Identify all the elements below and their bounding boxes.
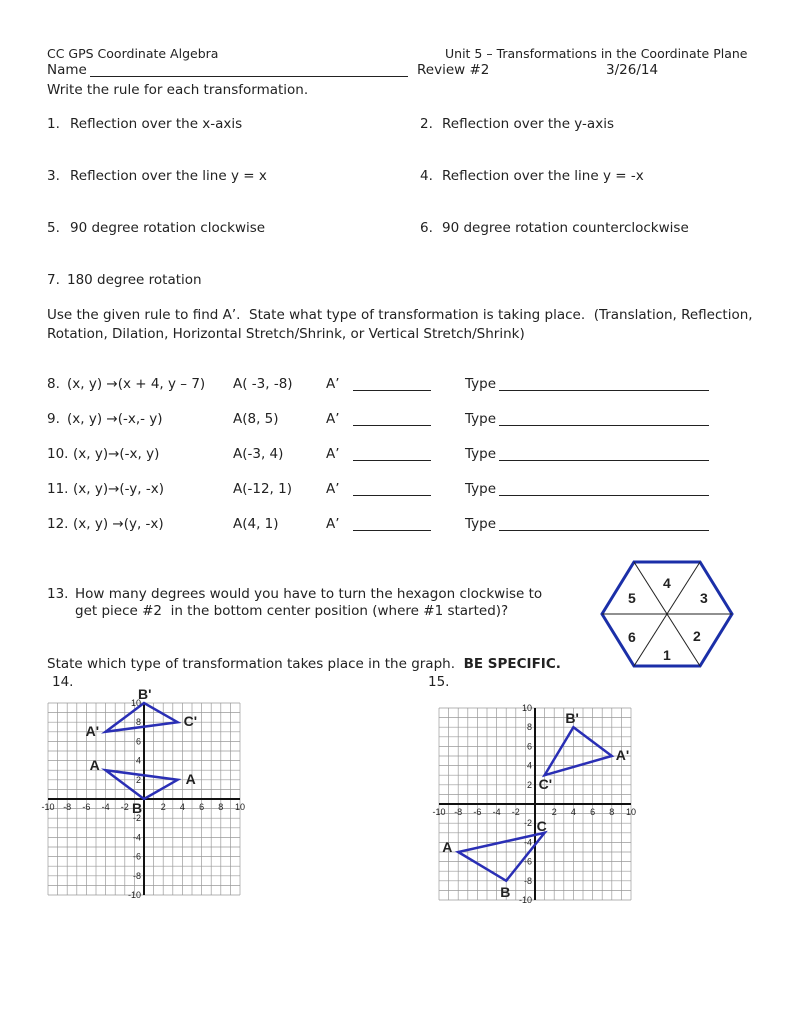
row-point: A(4, 1)	[233, 516, 279, 532]
graph-15	[432, 703, 637, 905]
y-tick-label: 6	[135, 736, 141, 747]
row-rule: (x, y) →(x + 4, y – 7)	[67, 376, 206, 392]
x-tick-label: -4	[101, 802, 110, 812]
x-tick-label: -6	[82, 802, 91, 812]
vertex-label: C	[536, 817, 547, 834]
y-tick-label: -10	[518, 895, 532, 905]
x-tick-label: -2	[120, 802, 129, 812]
unit-title: Unit 5 – Transformations in the Coordinate Plane	[445, 46, 748, 61]
type-blank[interactable]	[499, 413, 709, 426]
name-label: Name	[47, 62, 87, 78]
triangle	[106, 703, 178, 732]
vertex-label: A	[89, 757, 100, 774]
date-label: 3/26/14	[606, 62, 659, 78]
vertex-label: B'	[138, 686, 152, 702]
y-tick-label: -8	[132, 870, 141, 881]
find-instruction-line2: Rotation, Dilation, Horizontal Stretch/Shrink, or Vertical Stretch/Shrink)	[47, 326, 525, 342]
x-tick-label: -6	[473, 807, 482, 817]
row-aprime-label: A’	[326, 411, 340, 427]
type-blank[interactable]	[499, 378, 709, 391]
vertex-label: C'	[538, 776, 553, 793]
q14-number: 14.	[52, 674, 74, 690]
x-tick-label: 8	[609, 807, 615, 817]
triangle	[106, 770, 178, 799]
y-tick-label: 4	[526, 760, 532, 771]
y-tick-label: 2	[135, 774, 141, 785]
y-tick-label: 10	[521, 703, 532, 713]
row-number: 9.	[47, 411, 60, 427]
x-tick-label: 4	[179, 802, 185, 812]
hex-piece-1: 1	[663, 647, 671, 663]
q4-number: 4.	[420, 168, 433, 184]
x-tick-label: 2	[160, 802, 166, 812]
x-tick-label: 8	[218, 802, 224, 812]
row-type-label: Type	[465, 481, 497, 497]
y-tick-label: -10	[127, 890, 141, 900]
q2-text: Reflection over the y-axis	[442, 116, 614, 132]
row-type-label: Type	[465, 446, 497, 462]
row-aprime-label: A’	[326, 481, 340, 497]
q1-text: Reflection over the x-axis	[70, 116, 243, 132]
graph-14	[41, 686, 246, 900]
q13-line2: get piece #2 in the bottom center position (where #1 started)?	[75, 603, 509, 619]
type-blank[interactable]	[499, 518, 709, 531]
q6-text: 90 degree rotation counterclockwise	[442, 220, 689, 236]
hex-piece-6: 6	[628, 629, 636, 645]
q15-number: 15.	[428, 674, 450, 690]
x-tick-label: 4	[570, 807, 576, 817]
x-tick-label: 10	[625, 807, 637, 817]
row-rule: (x, y)→(-y, -x)	[73, 481, 165, 497]
hex-piece-3: 3	[700, 590, 708, 606]
row-number: 8.	[47, 376, 60, 392]
y-tick-label: 10	[130, 698, 141, 708]
rules-instruction: Write the rule for each transformation.	[47, 82, 309, 98]
y-tick-label: -2	[523, 818, 532, 829]
graph-instruction-bold: BE SPECIFIC.	[463, 656, 561, 672]
vertex-label: A'	[615, 747, 630, 763]
row-number: 12.	[47, 516, 69, 532]
row-aprime-label: A’	[326, 446, 340, 462]
aprime-blank[interactable]	[353, 413, 431, 426]
aprime-blank[interactable]	[353, 448, 431, 461]
x-tick-label: -10	[432, 807, 446, 817]
y-tick-label: -4	[132, 832, 141, 843]
row-point: A(-3, 4)	[233, 446, 284, 462]
y-tick-label: 2	[526, 779, 532, 790]
y-tick-label: -6	[132, 851, 141, 862]
x-tick-label: -2	[511, 807, 520, 817]
row-rule: (x, y) →(-x,- y)	[67, 411, 163, 427]
triangle	[545, 727, 612, 775]
x-tick-label: 2	[551, 807, 557, 817]
y-tick-label: 8	[526, 722, 532, 733]
row-point: A( -3, -8)	[233, 376, 293, 392]
review-label: Review #2	[417, 62, 490, 78]
x-tick-label: -10	[41, 802, 55, 812]
find-instruction-line1: Use the given rule to find A’. State what type of transformation is taking place. (Translation, Reflection,	[47, 307, 753, 323]
aprime-blank[interactable]	[353, 378, 431, 391]
q4-text: Reflection over the line y = -x	[442, 168, 644, 184]
x-tick-label: 10	[234, 802, 246, 812]
y-tick-label: -6	[523, 856, 532, 867]
vertex-label: A	[185, 770, 196, 787]
y-tick-label: 8	[135, 717, 141, 728]
course-title: CC GPS Coordinate Algebra	[47, 46, 219, 61]
hex-piece-5: 5	[628, 590, 636, 606]
x-tick-label: 6	[590, 807, 596, 817]
q13-number: 13.	[47, 586, 69, 602]
x-tick-label: -8	[454, 807, 463, 817]
y-tick-label: -8	[523, 875, 532, 886]
row-number: 10.	[47, 446, 69, 462]
x-tick-label: -4	[492, 807, 501, 817]
graph-instruction-text: State which type of transformation takes place in the graph.	[47, 656, 464, 672]
vertex-label: C'	[183, 713, 198, 730]
row-point: A(8, 5)	[233, 411, 279, 427]
graph-instruction	[47, 658, 561, 672]
q6-number: 6.	[420, 220, 433, 236]
row-type-label: Type	[465, 516, 497, 532]
q7-text: 180 degree rotation	[67, 272, 202, 288]
y-tick-label: 4	[135, 755, 141, 766]
x-tick-label: -8	[63, 802, 72, 812]
row-number: 11.	[47, 481, 69, 497]
q5-number: 5.	[47, 220, 60, 236]
aprime-blank[interactable]	[353, 483, 431, 496]
row-rule: (x, y)→(-x, y)	[73, 446, 160, 462]
q7-number: 7.	[47, 272, 60, 288]
y-tick-label: -2	[132, 813, 141, 824]
hex-piece-4: 4	[663, 575, 671, 591]
y-tick-label: -4	[523, 837, 532, 848]
q13-line1: How many degrees would you have to turn the hexagon clockwise to	[75, 586, 543, 602]
row-type-label: Type	[465, 376, 497, 392]
q5-text: 90 degree rotation clockwise	[70, 220, 266, 236]
row-aprime-label: A’	[326, 376, 340, 392]
row-type-label: Type	[465, 411, 497, 427]
q1-number: 1.	[47, 116, 60, 132]
q3-text: Reflection over the line y = x	[70, 168, 267, 184]
vertex-label: B	[132, 800, 143, 816]
q2-number: 2.	[420, 116, 433, 132]
row-point: A(-12, 1)	[233, 481, 292, 497]
aprime-blank[interactable]	[353, 518, 431, 531]
type-blank[interactable]	[499, 483, 709, 496]
vertex-label: A'	[85, 722, 100, 739]
vertex-label: B'	[565, 710, 579, 727]
row-aprime-label: A’	[326, 516, 340, 532]
type-blank[interactable]	[499, 448, 709, 461]
hex-piece-2: 2	[693, 628, 701, 644]
y-tick-label: 6	[526, 741, 532, 752]
q3-number: 3.	[47, 168, 60, 184]
row-rule: (x, y) →(y, -x)	[73, 516, 164, 532]
vertex-label: A	[442, 839, 453, 855]
x-tick-label: 6	[199, 802, 205, 812]
name-blank[interactable]	[90, 64, 408, 77]
hexagon-diagram	[600, 558, 734, 670]
vertex-label: B	[500, 883, 511, 900]
